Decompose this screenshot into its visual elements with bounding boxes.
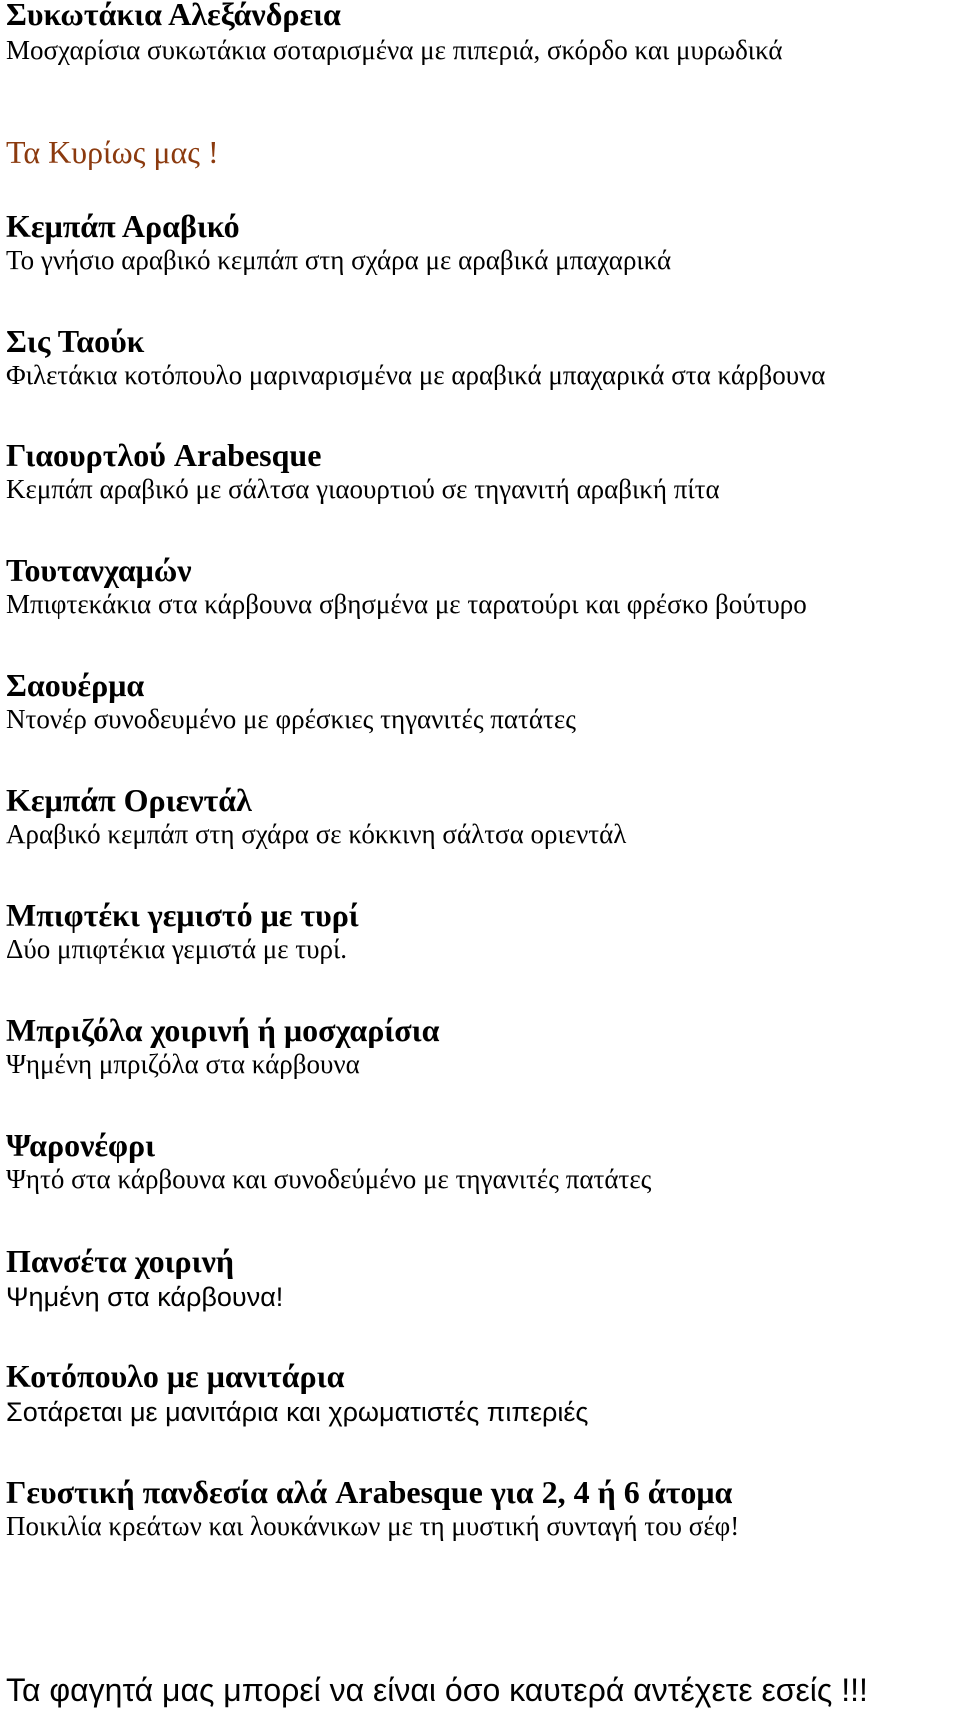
menu-item-name: Κεμπάπ Οριεντάλ xyxy=(6,782,252,818)
menu-item-description: Φιλετάκια κοτόπουλο μαριναρισμένα με αραβικά μπαχαρικά στα κάρβουνα xyxy=(6,360,826,390)
top-item-name: Συκωτάκια Αλεξάνδρεια xyxy=(6,0,341,32)
menu-item-name: Τουτανχαμών xyxy=(6,552,192,588)
section-heading: Τα Κυρίως μας ! xyxy=(6,134,219,170)
menu-item-name: Κοτόπουλο με μανιτάρια xyxy=(6,1358,345,1394)
footer-note: Τα φαγητά μας μπορεί να είναι όσο καυτερά αντέχετε εσείς !!! xyxy=(6,1672,868,1708)
menu-item-name: Ψαρονέφρι xyxy=(6,1127,156,1163)
menu-item-description: Ψητό στα κάρβουνα και συνοδεύμένο με τηγανιτές πατάτες xyxy=(6,1164,652,1194)
menu-item-description: Σοτάρεται με μανιτάρια και χρωματιστές πιπεριές xyxy=(6,1397,589,1427)
menu-item-name: Μπιφτέκι γεμιστό με τυρί xyxy=(6,897,359,933)
menu-item-description: Ντονέρ συνοδευμένο με φρέσκιες τηγανιτές πατάτες xyxy=(6,704,576,734)
menu-item-name: Μπριζόλα χοιρινή ή μοσχαρίσια xyxy=(6,1012,440,1048)
menu-item-name: Γιαουρτλού Arabesque xyxy=(6,437,322,473)
menu-item-name: Γευστική πανδεσία αλά Arabesque για 2, 4 ή 6 άτομα xyxy=(6,1474,733,1510)
menu-item-description: Μπιφτεκάκια στα κάρβουνα σβησμένα με ταρατούρι και φρέσκο βούτυρο xyxy=(6,589,807,619)
menu-item-description: Ποικιλία κρεάτων και λουκάνικων με τη μυστική συνταγή του σέφ! xyxy=(6,1511,740,1541)
menu-item-description: Ψημένη στα κάρβουνα! xyxy=(6,1282,284,1312)
menu-item-name: Πανσέτα χοιρινή xyxy=(6,1243,235,1279)
menu-item-description: Αραβικό κεμπάπ στη σχάρα σε κόκκινη σάλτσα οριεντάλ xyxy=(6,819,627,849)
menu-item-name: Κεμπάπ Αραβικό xyxy=(6,208,240,244)
menu-item-name: Σις Ταούκ xyxy=(6,323,145,359)
top-item-description: Μοσχαρίσια συκωτάκια σοταρισμένα με πιπεριά, σκόρδο και μυρωδικά xyxy=(6,35,783,65)
menu-item-name: Σαουέρμα xyxy=(6,667,145,703)
menu-item-description: Δύο μπιφτέκια γεμιστά με τυρί. xyxy=(6,934,348,964)
menu-item-description: Ψημένη μπριζόλα στα κάρβουνα xyxy=(6,1049,360,1079)
menu-item-description: Κεμπάπ αραβικό με σάλτσα γιαουρτιού σε τηγανιτή αραβική πίτα xyxy=(6,474,720,504)
menu-item-description: Το γνήσιο αραβικό κεμπάπ στη σχάρα με αραβικά μπαχαρικά xyxy=(6,245,672,275)
